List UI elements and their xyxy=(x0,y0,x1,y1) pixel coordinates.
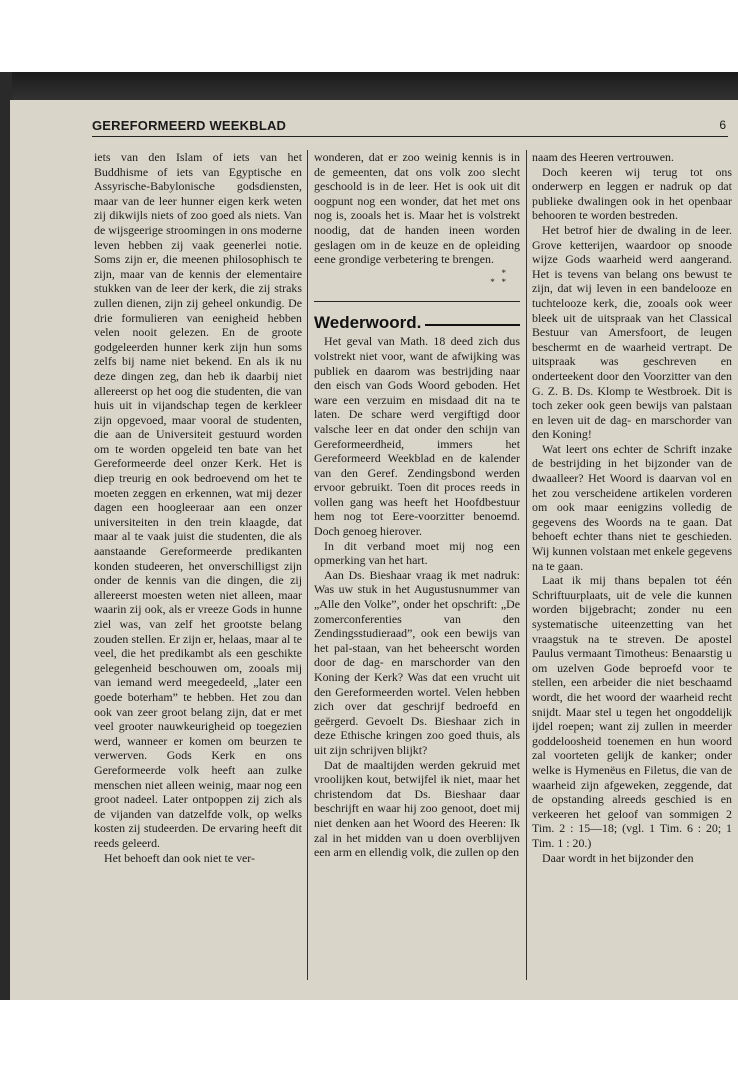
paragraph: naam des Heeren vertrouwen. xyxy=(532,150,674,164)
paragraph: iets van den Islam of iets van het Buddhisme of iets van Egyptische en Assyrische-Babylonische godsdiensten, maar van de leer hunner eigen kerk weten zij dikwijls niets of zoo goed als niets. Van de wijsgeerige stroomingen in ons moderne leven hebben zij vaak geenerlei notie. Soms zijn er, die meenen philosophisch te zijn, maar van de kennis der elementaire stukken van de leer der kerk, die zij straks zullen dienen, zijn zij geheel onkundig. De drie formulieren van eenigheid hebben velen nooit gelezen. En de groote godgeleerden hunner kerk zijn hun soms zelfs bij name niet bekend. En als ik nu deze dingen zeg, dan heb ik daarbij niet allereerst op het oog die studenten, die van huis uit in vijandschap tegen de kerkleer zijn opgevoed, maar vooral de studenten, die aan de Universiteit gestuurd worden om te worden opgeleid ten bate van het Gereformeerde deel onzer Kerk. Het is diep treurig en ook bedroevend om het te moeten zeggen en erkennen, wat mij dezer dagen een hoogleeraar aan een onzer universiteiten in den trein klaagde, dat maar al te vaak juist die studenten, die als aanstaande Gereformeerde predikanten konden studeeren, het onverschilligst zijn onder de kennis van die dingen, die zij allereerst moesten weten niet alleen, maar waarin zij ook, als er vreeze Gods in hunne ziel was, van zelf het grootste belang zouden stellen. Er zijn er, helaas, maar al te veel, die het predikambt als een geschikte gelegenheid beschouwen om, zooals mij van iemand werd meegedeeld, „later een goede boterham” te hebben. Het zou dan ook van zeer groot belang zijn, dat er met veel grooter nauwkeurigheid op toegezien werd, wanneer er komen om beurzen te verwerven. Gods Kerk en ons Gereformeerde volk heeft aan zulke menschen niet alleen weinig, maar nog een groot nadeel. Later ontpoppen zij zich als de vijanden van datzelfde volk, op welks kosten zij studeerden. De ervaring heeft dit reeds geleerd. xyxy=(94,150,302,850)
paragraph: Doch keeren wij terug tot ons onderwerp en leggen er nadruk op dat publieke dwalingen ook in het openbaar behooren te worden bestreden. xyxy=(532,164,732,223)
paragraph: Aan Ds. Bieshaar vraag ik met nadruk: Was uw stuk in het Augustusnummer van „Alle den Volke”, onder het opschrift: „De zomerconferenties van den Zendingsstudieraad”, ook een bewijs van het pal-staan, van het beheerscht worden door de dag- en marschorder van den Koning der Kerk? Was dat een vrucht uit den Gereformeerden wortel. Velen hebben zich over dat geschrijf bedroefd en geërgerd. Gevoelt Ds. Bieshaar zich in deze Ethische kringen zoo goed thuis, als uit zijn schrijven blijkt? xyxy=(314,567,520,757)
section-heading xyxy=(314,301,520,331)
column-rule-1 xyxy=(307,150,308,980)
paragraph: Het behoeft dan ook niet te ver- xyxy=(104,850,255,865)
paragraph: In dit verband moet mij nog een opmerking van het hart. xyxy=(314,538,520,568)
column-rule-2 xyxy=(526,150,527,980)
paragraph: Laat ik mij thans bepalen tot één Schriftuurplaats, uit de vele die kunnen worden bijgebracht; zonder nu een systematische uiteenzetting van het vraagstuk na te streven. De apostel Paulus vermaant Timotheus: Benaarstig u om uzelven Gode beproefd voor te stellen, een arbeider die niet beschaamd wordt, die het woord der waarheid recht snijdt. Maar stel u tegen het ongoddelijk ijdel roepen; want zij zullen in meerder goddeloosheid toenemen en hun woord zal voorteten gelijk de kanker; onder welke is Hymenëus en Filetus, die van de waarheid zijn afgeweken, zeggende, dat de opstanding alreeds geschied is en verkeeren het geloof van sommigen 2 Tim. 2 : 15—18; (vgl. 1 Tim. 6 : 20; 1 Tim. 1 : 20.) xyxy=(532,573,732,850)
paragraph: wonderen, dat er zoo weinig kennis is in de gemeenten, dat ons volk zoo slecht geschoold is in de leer. Het is ook uit dit oogpunt nog een wonder, dat het met ons nog is, zooals het is. Maar het is volstrekt noodig, dat de handen ineen worden geslagen om in de keuze en de opleiding eene grondige verbetering te brengen. xyxy=(314,150,520,267)
paragraph: Het betrof hier de dwaling in de leer. Grove ketterijen, waardoor op snoode wijze Gods waarheid werd aangerand. Het is tevens van belang ons bewust te zijn, dat wij leven in een bandelooze en tuchtelooze kerk, die, zooals ook weer bleek uit de uitspraak van het Classical Bestuur van Amersfoort, de leugen beschermt en de waarheid vertrapt. De uitspraak was geschreven en onderteekent door den Voorzitter van den G. Z. B. Ds. Klomp te Westbroek. Dit is toch zeker ook geen bewijs van palstaan en leven uit de dag- en marschorder van den Koning! xyxy=(532,222,732,442)
column-2 xyxy=(314,150,520,990)
heading-underline xyxy=(425,324,520,326)
page-header xyxy=(92,116,728,137)
publication-title: GEREFORMEERD WEEKBLAD xyxy=(92,118,287,133)
paragraph: Daar wordt in het bijzonder den xyxy=(542,850,694,865)
section-ornament: * * * xyxy=(490,267,506,287)
page-number: 6 xyxy=(719,118,726,132)
column-1 xyxy=(94,150,302,990)
paragraph: Het geval van Math. 18 deed zich dus volstrekt niet voor, want de afwijking was publiek en daarom was bestrijding naar den eisch van Gods Woord geboden. Het ware een verzuim en misdaad dit na te laten. De schare werd vergiftigd door valsche leer en dat onder den schijn van Gereformeerdheid, immers het Gereformeerd Weekblad en de kalender van den Geref. Zendingsbond werden ervoor gebruikt. Toen dit proces reeds in vollen gang was heeft het Hoofdbestuur hem nog tot Eere-voorzitter benoemd. Doch genoeg hierover. xyxy=(314,334,520,539)
newspaper-page xyxy=(10,100,738,1000)
column-3 xyxy=(532,150,732,990)
paragraph: Wat leert ons echter de Schrift inzake de bestrijding in het bijzonder van de dwaalleer? Het Woord is daarvan vol en het zou verscheidene artikelen vorderen om ook maar eenigzins volledig de gegevens des Woords na te gaan. Dat behoeft echter thans niet te geschieden. Wij kunnen volstaan met enkele gegevens na te gaan. xyxy=(532,441,732,573)
paragraph: Dat de maaltijden werden gekruid met vroolijken kout, betwijfel ik niet, maar het christendom dat Ds. Bieshaar daar beschrijft en waar hij zoo genoot, doet mij niet denken aan het Woord des Heeren: Ik zal in het midden van u doen overblijven een arm en ellendig volk, die zullen op den xyxy=(314,757,520,860)
section-title: Wederwoord. xyxy=(314,312,422,332)
